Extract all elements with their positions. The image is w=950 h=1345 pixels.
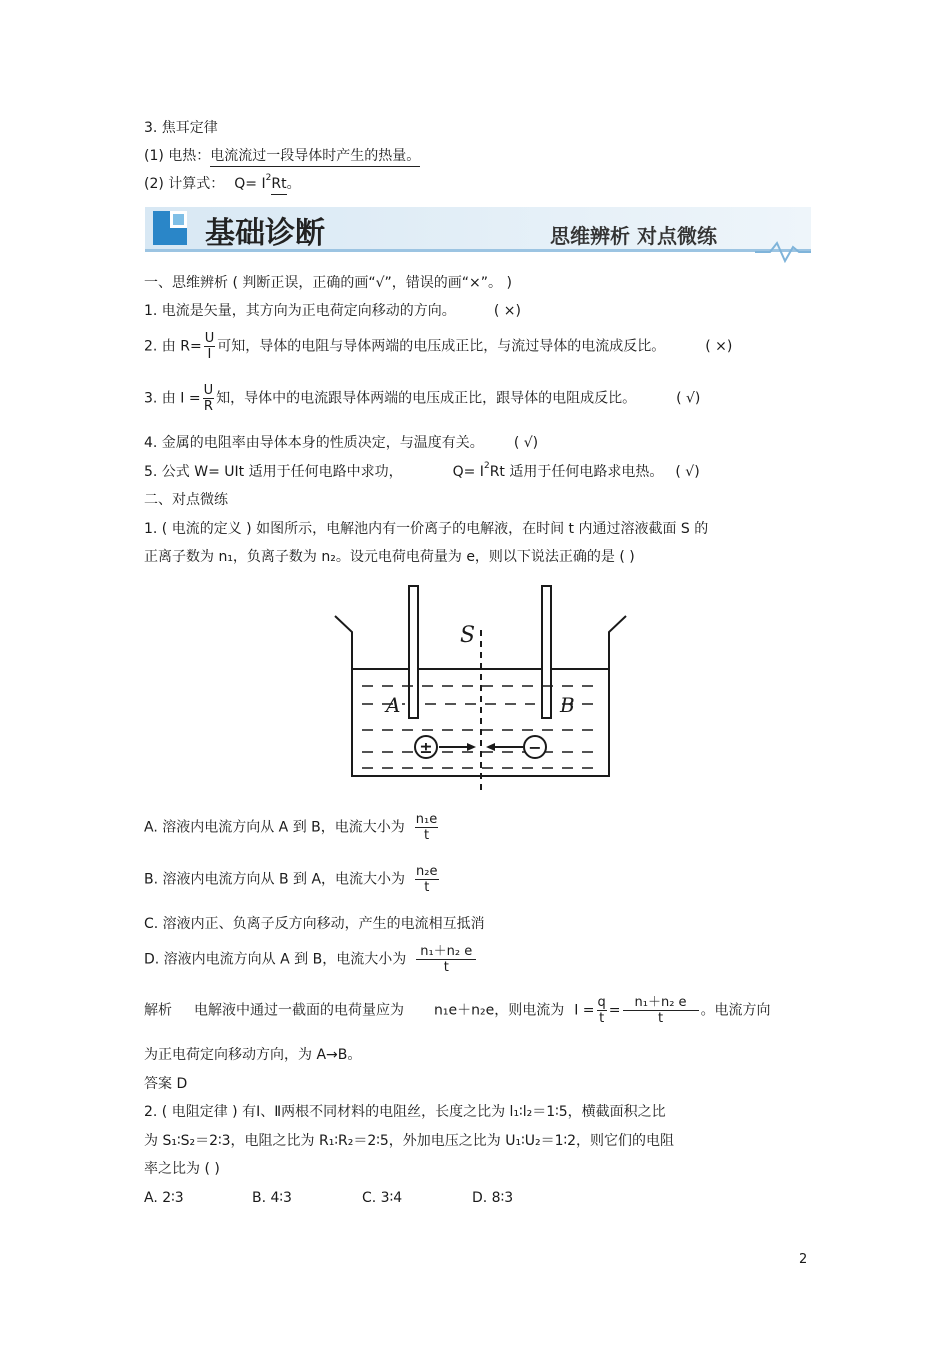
electrode-b: [542, 586, 551, 718]
section-banner: [145, 203, 811, 263]
section2-heading: 二、对点微练: [144, 492, 228, 508]
label-s: S: [460, 623, 476, 648]
q2-option-d: D. 8∶3: [472, 1190, 514, 1206]
fraction-u-over-i: $\frac{U}{I}$: [204, 331, 215, 362]
arrow-right-icon: [467, 743, 476, 751]
judge-mark-3: ( √): [676, 390, 701, 407]
judge-item-2: 2. 由 R= $\frac{U}{I}$ 可知，导体的电阻与导体两端的电压成正比，与流过导体的电流成反比。 ( ×): [144, 331, 733, 362]
formula-label: (2) 计算式：: [144, 176, 225, 192]
label-b: B: [560, 693, 575, 717]
q1-option-a: A. 溶液内电流方向从 A 到 B，电流大小为 $\frac{\text{n₁e}}{t}$: [144, 812, 438, 843]
electrolysis-figure: [330, 580, 630, 795]
judge-mark-1: ( ×): [493, 303, 521, 319]
q1-line1: 1. ( 电流的定义 ) 如图所示，电解池内有一价离子的电解液，在时间 t 内通过溶液截面 S 的: [144, 521, 709, 537]
q2-line3: 率之比为 ( ): [144, 1161, 220, 1177]
judge-mark-4: ( √): [513, 435, 539, 451]
judge-mark-5: ( √): [675, 464, 700, 480]
judge-item-4: 4. 金属的电阻率由导体本身的性质决定，与温度有关。 ( √): [144, 435, 539, 451]
judge-item-5: 5. 公式 W= UIt 适用于任何电路中求功， $Q= I^2Rt$ 适用于任何电路求电热。 ( √): [144, 461, 700, 480]
q1-option-d: D. 溶液内电流方向从 A 到 B，电流大小为 $\frac{\text{n₁＋n₂ e}}{t}$: [144, 944, 478, 975]
positive-ion-icon: [415, 736, 437, 758]
svg-text:±: ±: [419, 738, 433, 757]
q2-options: [144, 1188, 513, 1208]
q2-line2: 为 S₁∶S₂＝2∶3，电阻之比为 R₁∶R₂＝2∶5，外加电压之比为 U₁∶U₂＝1∶2，则它们的电阻: [144, 1133, 675, 1149]
banner-square-icon: [153, 211, 187, 245]
q1-answer: 答案 D: [144, 1076, 188, 1092]
joule-formula: $Q= I^2Rt$。: [234, 176, 300, 192]
joule-formula-line: [144, 174, 301, 195]
q2-option-a: A. 2∶3: [144, 1190, 184, 1206]
page-number: 2: [799, 1252, 808, 1267]
judge-mark-2: ( ×): [705, 338, 733, 355]
section1-heading: 一、思维辨析 ( 判断正误，正确的画“√”，错误的画“×”。 ): [144, 275, 512, 291]
q2-line1: 2. ( 电阻定律 ) 有Ⅰ、Ⅱ两根不同材料的电阻丝，长度之比为 l₁∶l₂＝1∶5，横截面积之比: [144, 1104, 666, 1120]
heat-label: (1) 电热：: [144, 148, 211, 164]
q1-analysis-line2: 为正电荷定向移动方向，为 A→B。: [144, 1047, 362, 1063]
label-a: A: [386, 693, 401, 717]
q2-option-b: B. 4∶3: [252, 1190, 292, 1206]
banner-subtitle: 思维辨析 对点微练: [550, 224, 717, 248]
svg-text:−: −: [528, 738, 542, 757]
q1-analysis: 解析 电解液中通过一截面的电荷量应为 n₁e＋n₂e，则电流为 I = $\frac{q}{t}$ = $\frac{\text{n₁＋n₂ e}}{t}$ 。电流方向: [144, 995, 771, 1026]
judge-item-3: 3. 由 I = $\frac{U}{R}$ 知，导体中的电流跟导体两端的电压成正比，跟导体的电阻成反比。 ( √): [144, 383, 701, 414]
joule-title: 3. 焦耳定律: [144, 120, 218, 136]
banner-title: 基础诊断: [205, 216, 325, 251]
judge-item-1: 1. 电流是矢量，其方向为正电荷定向移动的方向。 ( ×): [144, 303, 521, 319]
q2-option-c: C. 3∶4: [362, 1190, 403, 1206]
electrode-a: [409, 586, 418, 718]
q1-option-b: B. 溶液内电流方向从 B 到 A，电流大小为 $\frac{\text{n₂e}}{t}$: [144, 864, 438, 895]
arrow-left-icon: [486, 743, 495, 751]
q1-option-c: C. 溶液内正、负离子反方向移动，产生的电流相互抵消: [144, 916, 485, 932]
negative-ion-icon: [524, 736, 546, 758]
heat-definition: 电流流过一段导体时产生的热量。: [210, 146, 420, 167]
q1-line2: 正离子数为 n₁，负离子数为 n₂。设元电荷电荷量为 e，则以下说法正确的是 ( ): [144, 549, 635, 565]
fraction-u-over-r: $\frac{U}{R}$: [203, 383, 214, 414]
joule-heat-line: [144, 146, 420, 167]
